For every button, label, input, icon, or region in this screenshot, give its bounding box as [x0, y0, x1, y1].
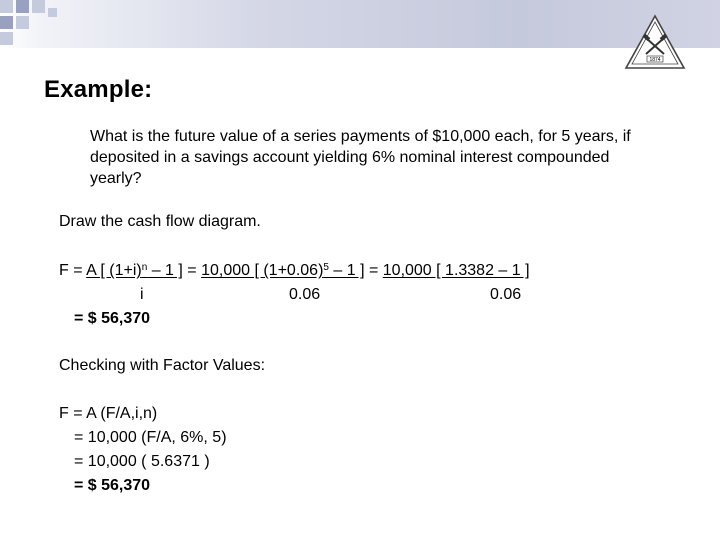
- formula-equals-1: =: [182, 262, 202, 279]
- formula-lhs: F =: [59, 262, 87, 279]
- svg-text:1874: 1874: [649, 57, 661, 63]
- instruction-text: Draw the cash flow diagram.: [59, 213, 261, 230]
- formula-equals-2: =: [364, 262, 383, 279]
- square-1: [0, 0, 13, 13]
- square-5: [16, 16, 29, 29]
- formula-denominator-3: 0.06: [490, 286, 522, 303]
- check-line-3: = 10,000 ( 5.6371 ): [74, 453, 210, 470]
- slide-title: Example:: [44, 76, 153, 103]
- formula-numerator-3: 10,000 [ 1.3382 – 1 ]: [382, 262, 530, 279]
- square-4: [0, 16, 13, 29]
- header-gradient-bar: [0, 0, 720, 48]
- university-seal-icon: [624, 14, 686, 72]
- check-line-2: = 10,000 (F/A, 6%, 5): [74, 429, 227, 446]
- formula-result: = $ 56,370: [74, 310, 151, 327]
- check-line-4: = $ 56,370: [74, 477, 151, 494]
- square-6: [0, 32, 13, 45]
- formula-denominator-2: 0.06: [289, 286, 321, 303]
- square-7: [48, 8, 57, 17]
- square-3: [32, 0, 45, 13]
- formula-numerator-line: [59, 262, 530, 280]
- problem-statement: What is the future value of a series payments of $10,000 each, for 5 years, if deposited in a savings account yielding 6% nominal interest compounded yearly?: [90, 128, 631, 187]
- check-line-1: F = A (F/A,i,n): [59, 405, 158, 422]
- check-heading: Checking with Factor Values:: [59, 357, 266, 374]
- formula-numerator-1: A [ $(1+i)^n - 1$ ]: [86, 262, 183, 279]
- formula-numerator-2: 10,000 [ $(1+0.06)^5 - 1$ ]: [201, 262, 365, 279]
- square-2: [16, 0, 29, 13]
- formula-denominator-1: i: [140, 286, 144, 303]
